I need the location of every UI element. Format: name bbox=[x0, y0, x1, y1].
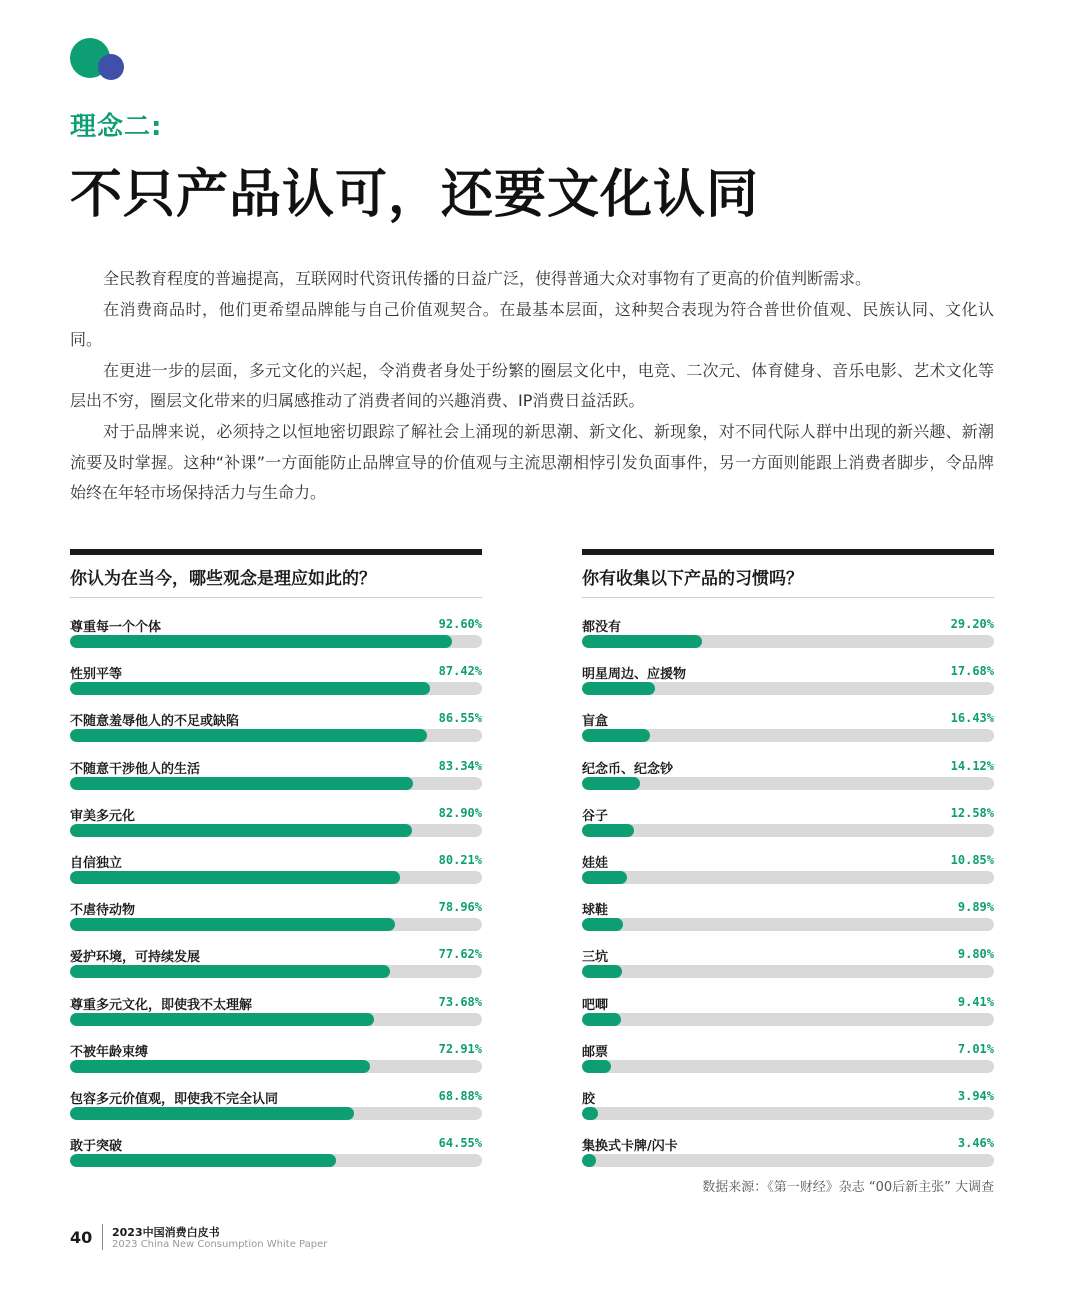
bar-label: 敢于突破 bbox=[70, 1139, 123, 1155]
bar-row bbox=[70, 895, 482, 942]
section-kicker: 理念二: bbox=[70, 112, 163, 142]
bar-row bbox=[582, 990, 994, 1037]
bar-track bbox=[70, 682, 482, 695]
bar-value-label: 10.85% bbox=[950, 852, 994, 867]
bar bbox=[582, 682, 655, 695]
page-number: 40 bbox=[70, 1228, 93, 1247]
bar-track bbox=[70, 1107, 482, 1120]
bar-value-label: 14.12% bbox=[950, 758, 994, 773]
bar-row bbox=[582, 1037, 994, 1084]
bar bbox=[582, 729, 650, 742]
panel-top-rule bbox=[582, 549, 994, 555]
bar-value-label: 77.62% bbox=[438, 947, 482, 962]
chart-rows bbox=[70, 612, 482, 1178]
bar-track bbox=[582, 729, 994, 742]
chart-collecting bbox=[582, 549, 994, 1178]
bar-track bbox=[582, 682, 994, 695]
bar-value-label: 86.55% bbox=[438, 711, 482, 726]
bar bbox=[70, 1154, 336, 1167]
footer-title-en: 2023 China New Consumption White Paper bbox=[112, 1239, 328, 1250]
footer-divider bbox=[102, 1224, 103, 1250]
bar bbox=[70, 777, 413, 790]
bar bbox=[582, 1154, 596, 1167]
bar-value-label: 12.58% bbox=[950, 805, 994, 820]
paragraph: 在更进一步的层面，多元文化的兴起，令消费者身处于纷繁的圈层文化中，电竞、二次元、体育健身、音乐电影、艺术文化等层出不穷，圈层文化带来的归属感推动了消费者间的兴趣消费、IP消费日益活跃。 bbox=[70, 360, 994, 411]
bar-track bbox=[582, 777, 994, 790]
bar-value-label: 78.96% bbox=[438, 900, 482, 915]
bar-row bbox=[582, 895, 994, 942]
chart-title: 你认为在当今，哪些观念是理应如此的？ bbox=[70, 561, 482, 598]
bar-row bbox=[582, 942, 994, 989]
bar-row bbox=[70, 1131, 482, 1178]
bar-label: 纪念币、纪念钞 bbox=[582, 761, 674, 777]
bar-row bbox=[70, 801, 482, 848]
bar-row bbox=[582, 848, 994, 895]
bar-row bbox=[582, 1084, 994, 1131]
paragraph: 在消费商品时，他们更希望品牌能与自己价值观契合。在最基本层面，这种契合表现为符合普世价值观、民族认同、文化认同。 bbox=[70, 299, 994, 350]
bar-label: 谷子 bbox=[582, 808, 609, 824]
bar-label: 审美多元化 bbox=[70, 808, 136, 824]
bar-label: 尊重每一个个体 bbox=[70, 620, 162, 635]
bar-label: 不随意羞辱他人的不足或缺陷 bbox=[70, 714, 240, 730]
bar-label: 集换式卡牌/闪卡 bbox=[582, 1139, 678, 1155]
bar-row bbox=[70, 1084, 482, 1131]
bar-label: 自信独立 bbox=[70, 855, 123, 871]
bar-label: 胶 bbox=[582, 1091, 596, 1107]
bar-track bbox=[582, 1107, 994, 1120]
bar bbox=[582, 824, 634, 837]
bar-value-label: 9.41% bbox=[957, 994, 994, 1009]
bar-track bbox=[70, 965, 482, 978]
bar bbox=[70, 965, 390, 978]
bar-label: 不随意干涉他人的生活 bbox=[70, 761, 201, 777]
bar-track bbox=[70, 918, 482, 931]
bar-label: 邮票 bbox=[582, 1044, 609, 1060]
bar-value-label: 7.01% bbox=[957, 1041, 994, 1056]
bar-track bbox=[70, 1060, 482, 1073]
bar-value-label: 80.21% bbox=[438, 852, 482, 867]
bar bbox=[582, 777, 640, 790]
chart-rows bbox=[582, 612, 994, 1178]
bar-label: 都没有 bbox=[582, 620, 622, 635]
bar-track bbox=[70, 777, 482, 790]
bar-value-label: 29.20% bbox=[950, 617, 994, 631]
bar-track bbox=[70, 871, 482, 884]
bar bbox=[582, 918, 623, 931]
bar-label: 吧唧 bbox=[582, 997, 609, 1013]
bar-value-label: 17.68% bbox=[950, 664, 994, 679]
paragraph: 全民教育程度的普遍提高，互联网时代资讯传播的日益广泛，使得普通大众对事物有了更高的价值判断需求。 bbox=[103, 269, 872, 288]
bar bbox=[582, 965, 622, 978]
bar-track bbox=[582, 1013, 994, 1026]
bar-value-label: 92.60% bbox=[438, 617, 482, 631]
bar-track bbox=[582, 965, 994, 978]
bar-track bbox=[582, 918, 994, 931]
bar-row bbox=[582, 659, 994, 706]
bar-row bbox=[582, 612, 994, 659]
bar-track bbox=[582, 1060, 994, 1073]
chart-title: 你有收集以下产品的习惯吗？ bbox=[582, 561, 994, 598]
bar-row bbox=[70, 990, 482, 1037]
bar-value-label: 64.55% bbox=[438, 1136, 482, 1151]
bar-row bbox=[70, 659, 482, 706]
bar-row bbox=[70, 706, 482, 753]
bar-label: 包容多元价值观，即使我不完全认同 bbox=[70, 1091, 279, 1107]
bar-row bbox=[582, 1131, 994, 1178]
bar-value-label: 87.42% bbox=[438, 664, 482, 679]
bar-label: 不被年龄束缚 bbox=[70, 1044, 149, 1060]
bar bbox=[582, 635, 702, 648]
bar bbox=[70, 635, 452, 648]
bar-track bbox=[582, 824, 994, 837]
bar-label: 爱护环境，可持续发展 bbox=[70, 950, 201, 966]
bar-row bbox=[582, 706, 994, 753]
bar-label: 娃娃 bbox=[582, 855, 609, 871]
bar-label: 三坑 bbox=[582, 950, 609, 966]
bar-label: 球鞋 bbox=[582, 903, 609, 919]
bar-track bbox=[582, 635, 994, 648]
bar-row bbox=[582, 801, 994, 848]
bar-label: 盲盒 bbox=[582, 714, 609, 730]
bar bbox=[582, 1013, 621, 1026]
bar bbox=[70, 1013, 374, 1026]
bar-label: 性别平等 bbox=[70, 667, 123, 683]
body-text bbox=[70, 264, 994, 509]
bar-value-label: 9.80% bbox=[957, 947, 994, 962]
bar-row bbox=[70, 1037, 482, 1084]
chart-values bbox=[70, 549, 482, 1178]
bar-value-label: 73.68% bbox=[438, 994, 482, 1009]
bar bbox=[582, 1060, 611, 1073]
bar-value-label: 68.88% bbox=[438, 1088, 482, 1103]
bar bbox=[70, 824, 412, 837]
footer-title-cn: 2023中国消费白皮书 bbox=[112, 1226, 220, 1239]
bar-row bbox=[70, 848, 482, 895]
bar-label: 明星周边、应援物 bbox=[582, 667, 687, 683]
bar-label: 尊重多元文化，即使我不太理解 bbox=[70, 997, 253, 1013]
bar-track bbox=[582, 871, 994, 884]
logo bbox=[70, 38, 130, 86]
bar-track bbox=[70, 729, 482, 742]
bar-track bbox=[70, 824, 482, 837]
bar bbox=[70, 729, 427, 742]
bar-track bbox=[70, 1154, 482, 1167]
logo-circle-blue bbox=[98, 54, 124, 80]
data-source: 数据来源：《第一财经》杂志 “00后新主张” 大调查 bbox=[702, 1180, 994, 1195]
bar bbox=[70, 1060, 370, 1073]
bar-value-label: 3.46% bbox=[957, 1136, 994, 1151]
bar-track bbox=[582, 1154, 994, 1167]
bar-row bbox=[70, 942, 482, 989]
bar-label: 不虐待动物 bbox=[70, 903, 136, 919]
page-title: 不只产品认可，还要文化认同 bbox=[70, 165, 760, 225]
bar bbox=[70, 1107, 354, 1120]
bar-track bbox=[70, 635, 482, 648]
bar bbox=[70, 682, 430, 695]
bar-value-label: 9.89% bbox=[957, 900, 994, 915]
bar-row bbox=[70, 612, 482, 659]
bar-row bbox=[582, 754, 994, 801]
bar-row bbox=[70, 754, 482, 801]
bar bbox=[582, 871, 627, 884]
bar-track bbox=[70, 1013, 482, 1026]
bar bbox=[70, 871, 400, 884]
bar-value-label: 3.94% bbox=[957, 1088, 994, 1103]
bar bbox=[582, 1107, 598, 1120]
bar-value-label: 72.91% bbox=[438, 1041, 482, 1056]
bar-value-label: 16.43% bbox=[950, 711, 994, 726]
bar-value-label: 83.34% bbox=[438, 758, 482, 773]
panel-top-rule bbox=[70, 549, 482, 555]
bar-value-label: 82.90% bbox=[438, 805, 482, 820]
bar bbox=[70, 918, 395, 931]
paragraph: 对于品牌来说，必须持之以恒地密切跟踪了解社会上涌现的新思潮、新文化、新现象，对不同代际人群中出现的新兴趣、新潮流要及时掌握。这种“补课”一方面能防止品牌宣导的价值观与主流思潮相悖引发负面事件，另一方面则能跟上消费者脚步，令品牌始终在年轻市场保持活力与生命力。 bbox=[70, 421, 994, 503]
